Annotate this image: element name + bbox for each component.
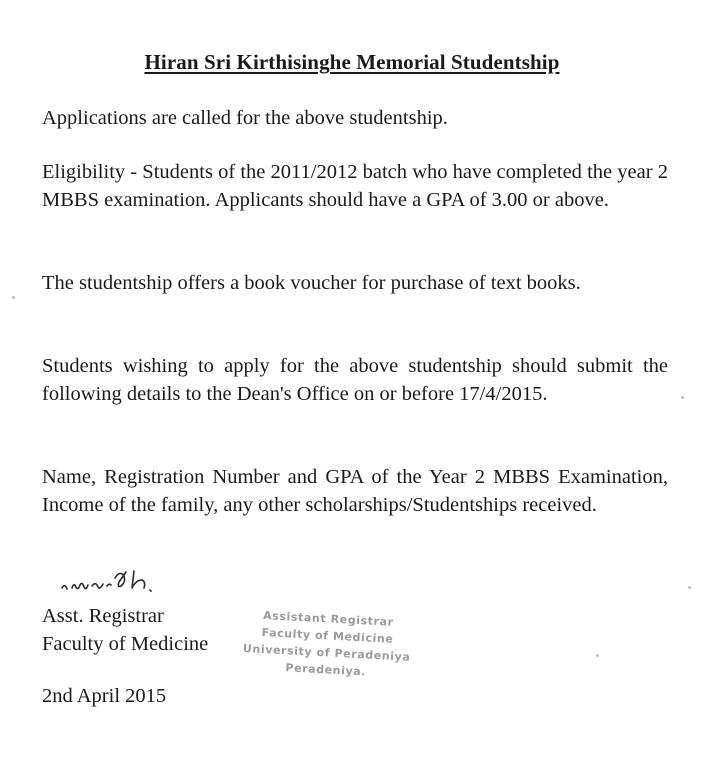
signer-title: Asst. Registrar [42, 605, 164, 627]
scan-speck [12, 296, 15, 299]
document-date: 2nd April 2015 [42, 685, 167, 707]
application-paragraph: Students wishing to apply for the above studentship should submit the following details to the Dean's Office on or before 17/4/2015. [42, 355, 668, 405]
scan-speck [596, 654, 599, 657]
scan-speck [688, 586, 691, 589]
office-stamp [240, 606, 413, 683]
offer-paragraph: The studentship offers a book voucher for purchase of text books. [42, 272, 581, 294]
document-title: Hiran Sri Kirthisinghe Memorial Studentship [144, 50, 560, 74]
stamp-line-2: Faculty of Medicine [261, 625, 394, 646]
eligibility-paragraph: Eligibility - Students of the 2011/2012 batch who have completed the year 2 MBBS examination. Applicants should have a GPA of 3.00 or above. [42, 161, 668, 211]
intro-paragraph: Applications are called for the above studentship. [42, 107, 448, 129]
signer-faculty: Faculty of Medicine [42, 632, 209, 655]
scan-speck [681, 396, 684, 399]
stamp-line-1: Assistant Registrar [262, 609, 394, 629]
required-details-paragraph: Name, Registration Number and GPA of the Year 2 MBBS Examination, Income of the family, any other scholarships/Studentships received. [42, 466, 668, 516]
signer-block [42, 603, 208, 658]
stamp-line-3: University of Peradeniya [242, 642, 411, 664]
handwritten-signature [60, 568, 210, 602]
stamp-line-4: Peradeniya. [285, 661, 367, 679]
